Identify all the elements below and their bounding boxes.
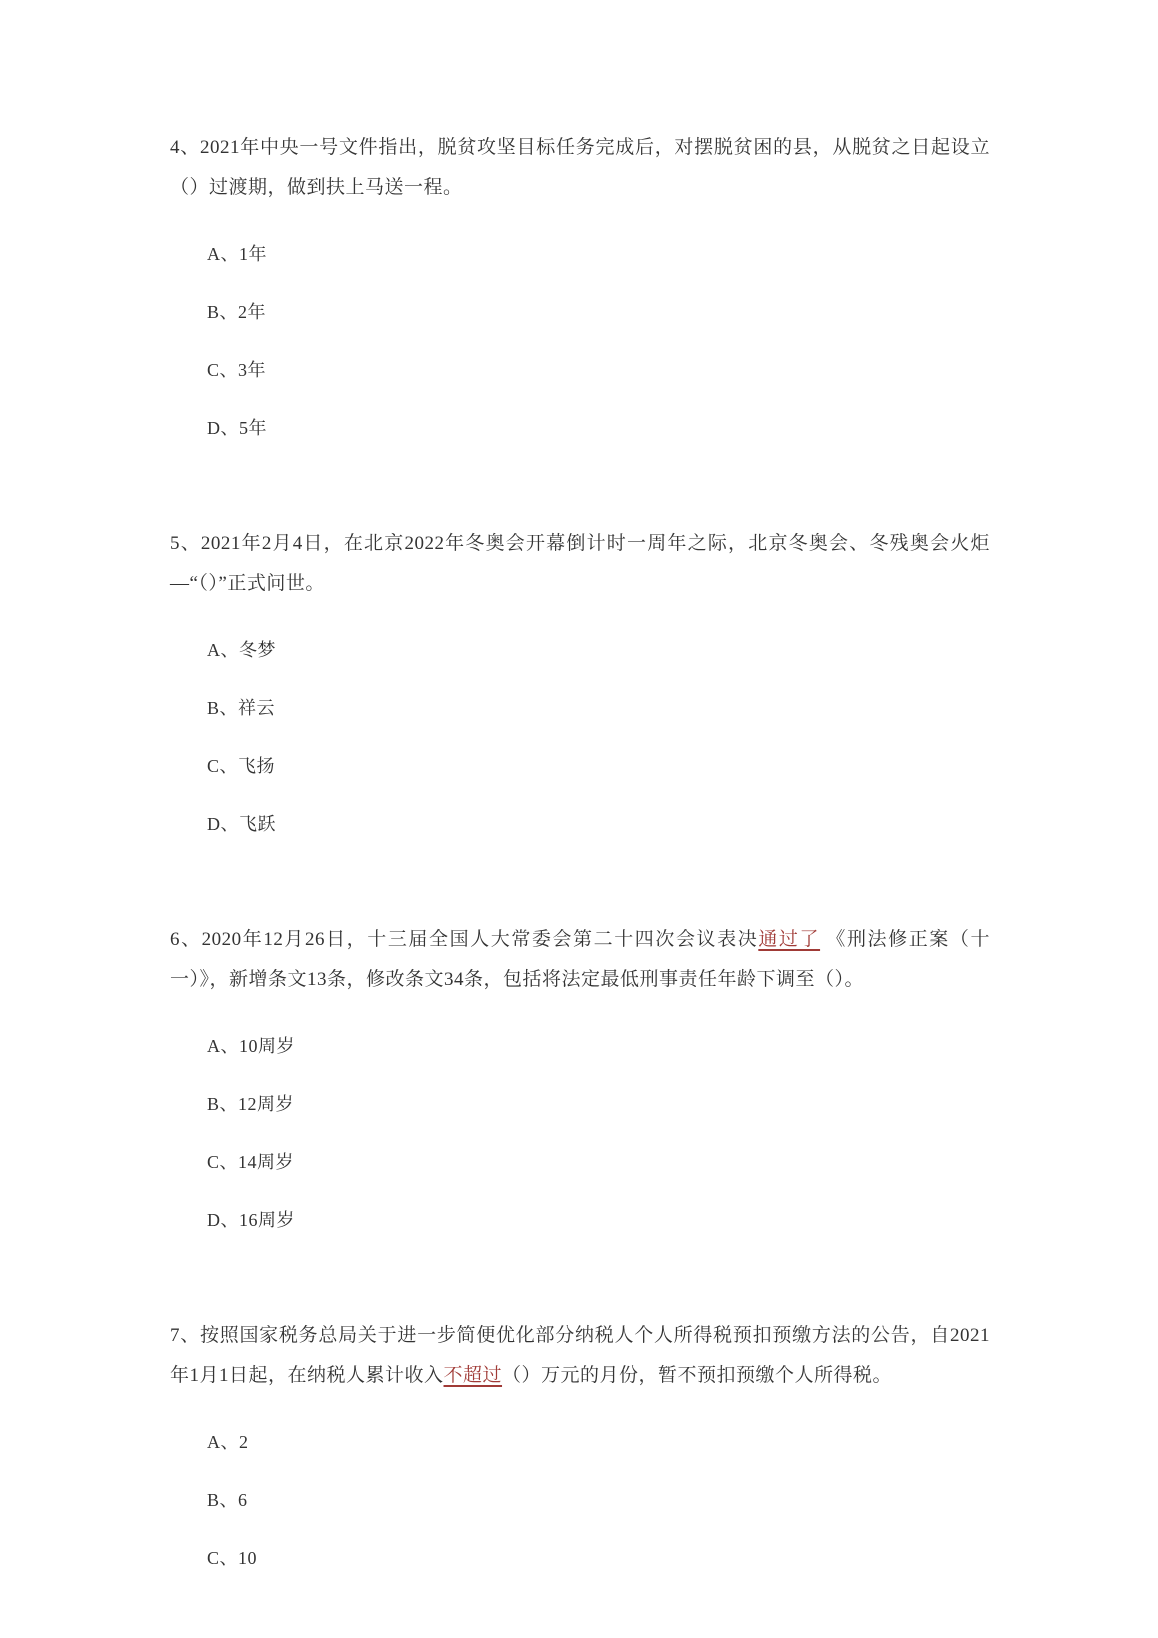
text-segment: （）万元的月份，暂不预扣预缴个人所得税。 [502, 1365, 893, 1386]
option-list [170, 638, 990, 836]
text-segment: 6、2020年12月26日，十三届全国人大常委会第二十四次会议表决 [170, 929, 759, 950]
text-segment: 《刑法修正案（十一）》，新增条文13条，修改条文34条，包括将法定最低刑事责任年龄下调至（）。 [170, 929, 990, 990]
question-block [170, 128, 990, 440]
option: A、1年 [207, 244, 267, 264]
option: C、3年 [207, 360, 267, 380]
option: D、5年 [207, 418, 267, 438]
option: D、飞跃 [207, 814, 276, 834]
option: A、10周岁 [207, 1036, 295, 1056]
option: B、2年 [207, 302, 267, 322]
question-text [170, 128, 990, 208]
question-list [170, 128, 990, 1570]
option: B、祥云 [207, 698, 276, 718]
question-block [170, 920, 990, 1232]
option: B、12周岁 [207, 1094, 295, 1114]
text-segment: 4、2021年中央一号文件指出，脱贫攻坚目标任务完成后，对摆脱贫困的县，从脱贫之日起设立（）过渡期，做到扶上马送一程。 [170, 137, 990, 198]
question-text [170, 1316, 990, 1396]
option-list [170, 1034, 990, 1232]
option: C、10 [207, 1548, 258, 1568]
question-text [170, 524, 990, 604]
question-text [170, 920, 990, 1000]
option-list [170, 242, 990, 440]
marked-phrase: 不超过 [443, 1365, 503, 1386]
question-block [170, 524, 990, 836]
option: C、飞扬 [207, 756, 276, 776]
option: B、6 [207, 1490, 248, 1510]
text-segment: 5、2021年2月4日，在北京2022年冬奥会开幕倒计时一周年之际，北京冬奥会、冬残奥会火炬—“（）”正式问世。 [170, 533, 990, 594]
text-segment: 7、按照国家税务总局关于进一步简便优化部分纳税人个人所得税预扣预缴方法的公告，自2021年1月1日起，在纳税人累计收入 [170, 1325, 990, 1386]
question-block [170, 1316, 990, 1570]
option-list [170, 1430, 990, 1570]
option: D、16周岁 [207, 1210, 295, 1230]
option: C、14周岁 [207, 1152, 295, 1172]
marked-phrase: 通过了 [758, 929, 821, 950]
option: A、冬梦 [207, 640, 276, 660]
option: A、2 [207, 1432, 249, 1452]
